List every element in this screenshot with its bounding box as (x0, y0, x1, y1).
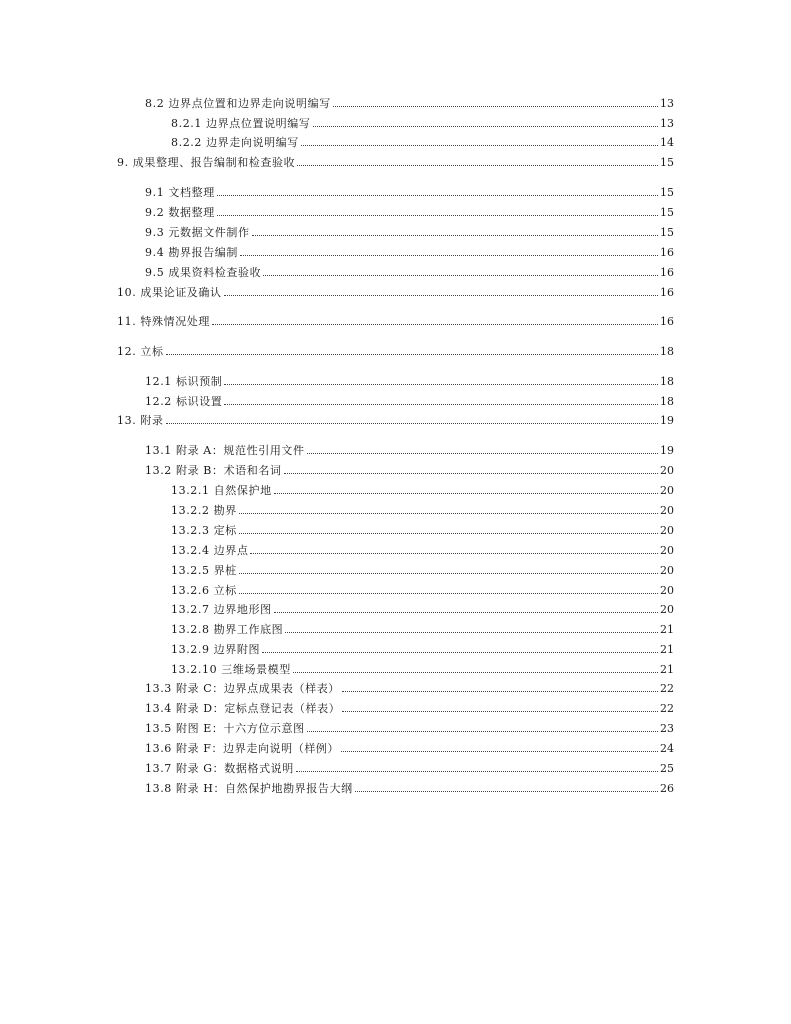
toc-entry[interactable] (171, 600, 674, 616)
toc-entry-page-number: 18 (660, 375, 674, 388)
toc-entry[interactable] (145, 719, 674, 735)
toc-entry-label: 13.5 附图 E：十六方位示意图 (145, 722, 305, 735)
toc-entry[interactable] (145, 779, 674, 795)
toc-entry-page-number: 16 (660, 266, 674, 279)
toc-entry-page-number: 22 (660, 682, 674, 695)
toc-entry-label: 13.2 附录 B：术语和名词 (145, 464, 282, 477)
toc-entry-page-number: 14 (660, 136, 674, 149)
toc-entry-page-number: 20 (660, 603, 674, 616)
toc-entry-page-number: 20 (660, 504, 674, 517)
dot-leader (240, 255, 658, 256)
toc-entry-label: 12.1 标识预制 (145, 375, 223, 388)
toc-entry-label: 8.2.2 边界走向说明编写 (171, 136, 299, 149)
toc-entry-page-number: 26 (660, 782, 674, 795)
dot-leader (307, 453, 658, 454)
dot-leader (313, 126, 659, 127)
toc-entry-label: 12. 立标 (117, 345, 164, 358)
toc-entry[interactable] (145, 392, 674, 408)
dot-leader (307, 731, 658, 732)
toc-entry-page-number: 13 (660, 97, 674, 110)
toc-entry[interactable] (171, 581, 674, 597)
dot-leader (342, 691, 658, 692)
toc-entry[interactable] (171, 114, 674, 130)
toc-entry-label: 9.1 文档整理 (145, 186, 215, 199)
dot-leader (355, 791, 658, 792)
dot-leader (293, 672, 658, 673)
dot-leader (217, 215, 658, 216)
toc-entry-label: 13.2.4 边界点 (171, 544, 249, 557)
toc-entry-page-number: 16 (660, 286, 674, 299)
toc-entry[interactable] (145, 739, 674, 755)
toc-entry[interactable] (145, 94, 674, 110)
dot-leader (333, 106, 658, 107)
toc-entry-page-number: 20 (660, 484, 674, 497)
dot-leader (262, 652, 658, 653)
toc-entry-page-number: 13 (660, 117, 674, 130)
toc-entry-label: 9. 成果整理、报告编制和检查验收 (117, 156, 296, 169)
toc-entry[interactable] (145, 203, 674, 219)
dot-leader (297, 165, 658, 166)
dot-leader (274, 493, 658, 494)
toc-entry[interactable] (145, 759, 674, 775)
toc-entry[interactable] (117, 312, 674, 328)
toc-entry[interactable] (117, 342, 674, 358)
toc-entry-label: 13.1 附录 A：规范性引用文件 (145, 444, 305, 457)
toc-entry[interactable] (117, 283, 674, 299)
toc-entry-label: 9.3 元数据文件制作 (145, 226, 250, 239)
toc-entry[interactable] (145, 372, 674, 388)
dot-leader (239, 593, 658, 594)
toc-entry-page-number: 20 (660, 524, 674, 537)
toc-entry-label: 13.8 附录 H：自然保护地勘界报告大纲 (145, 782, 353, 795)
toc-entry[interactable] (145, 461, 674, 477)
dot-leader (212, 324, 658, 325)
toc-entry-label: 8.2.1 边界点位置说明编写 (171, 117, 311, 130)
toc-entry-page-number: 23 (660, 722, 674, 735)
toc-entry[interactable] (145, 183, 674, 199)
dot-leader (263, 275, 658, 276)
dot-leader (224, 295, 658, 296)
toc-entry-page-number: 20 (660, 464, 674, 477)
dot-leader (274, 612, 658, 613)
toc-entry-page-number: 25 (660, 762, 674, 775)
dot-leader (224, 404, 658, 405)
toc-entry-label: 9.5 成果资料检查验收 (145, 266, 262, 279)
toc-entry[interactable] (171, 481, 674, 497)
toc-entry[interactable] (145, 679, 674, 695)
toc-entry[interactable] (145, 699, 674, 715)
toc-entry-label: 12.2 标识设置 (145, 395, 223, 408)
toc-entry-page-number: 16 (660, 246, 674, 259)
toc-entry[interactable] (117, 153, 674, 169)
toc-entry-page-number: 19 (660, 414, 674, 427)
toc-entry-label: 13. 附录 (117, 414, 164, 427)
toc-entry-page-number: 24 (660, 742, 674, 755)
toc-entry-label: 13.7 附录 G：数据格式说明 (145, 762, 294, 775)
toc-entry-label: 13.2.10 三维场景模型 (171, 663, 291, 676)
toc-entry-label: 13.6 附录 F：边界走向说明（样例） (145, 742, 340, 755)
toc-entry-page-number: 20 (660, 564, 674, 577)
toc-entry-label: 11. 特殊情况处理 (117, 315, 210, 328)
toc-entry[interactable] (145, 243, 674, 259)
dot-leader (239, 513, 658, 514)
toc-entry-label: 13.2.8 勘界工作底图 (171, 623, 284, 636)
toc-entry-label: 13.2.9 边界附图 (171, 643, 261, 656)
dot-leader (341, 751, 658, 752)
toc-entry[interactable] (171, 521, 674, 537)
toc-entry[interactable] (171, 620, 674, 636)
toc-entry[interactable] (117, 411, 674, 427)
toc-entry-page-number: 15 (660, 186, 674, 199)
toc-entry-label: 13.2.3 定标 (171, 524, 237, 537)
toc-entry-label: 13.4 附录 D：定标点登记表（样表） (145, 702, 341, 715)
toc-entry[interactable] (171, 640, 674, 656)
dot-leader (250, 553, 658, 554)
dot-leader (301, 145, 658, 146)
dot-leader (217, 195, 658, 196)
toc-entry-label: 8.2 边界点位置和边界走向说明编写 (145, 97, 331, 110)
toc-entry-page-number: 18 (660, 395, 674, 408)
toc-entry-label: 13.2.2 勘界 (171, 504, 237, 517)
toc-entry[interactable] (171, 660, 674, 676)
dot-leader (239, 573, 658, 574)
toc-entry-page-number: 20 (660, 584, 674, 597)
toc-entry-label: 13.2.1 自然保护地 (171, 484, 272, 497)
dot-leader (166, 423, 658, 424)
toc-entry-page-number: 21 (660, 623, 674, 636)
toc-entry-page-number: 20 (660, 544, 674, 557)
toc-entry[interactable] (171, 541, 674, 557)
toc-entry-page-number: 21 (660, 663, 674, 676)
toc-entry-label: 13.3 附录 C：边界点成果表（样表） (145, 682, 340, 695)
dot-leader (342, 711, 658, 712)
dot-leader (284, 473, 658, 474)
toc-entry-page-number: 15 (660, 226, 674, 239)
toc-entry-page-number: 15 (660, 206, 674, 219)
toc-entry-page-number: 19 (660, 444, 674, 457)
toc-entry[interactable] (145, 441, 674, 457)
toc-entry[interactable] (145, 263, 674, 279)
toc-entry-label: 10. 成果论证及确认 (117, 286, 222, 299)
toc-entry-label: 13.2.7 边界地形图 (171, 603, 272, 616)
toc-entry-page-number: 21 (660, 643, 674, 656)
dot-leader (239, 533, 658, 534)
toc-entry-page-number: 16 (660, 315, 674, 328)
toc-entry-label: 9.2 数据整理 (145, 206, 215, 219)
toc-entry[interactable] (171, 561, 674, 577)
dot-leader (285, 632, 658, 633)
toc-entry[interactable] (145, 223, 674, 239)
toc-entry[interactable] (171, 501, 674, 517)
toc-entry-page-number: 18 (660, 345, 674, 358)
dot-leader (252, 235, 658, 236)
dot-leader (224, 384, 658, 385)
toc-entry-page-number: 15 (660, 156, 674, 169)
dot-leader (166, 354, 658, 355)
toc-entry-label: 13.2.5 界桩 (171, 564, 237, 577)
toc-entry[interactable] (171, 133, 674, 149)
toc-entry-page-number: 22 (660, 702, 674, 715)
toc-entry-label: 9.4 勘界报告编制 (145, 246, 238, 259)
dot-leader (296, 771, 658, 772)
toc-entry-label: 13.2.6 立标 (171, 584, 237, 597)
